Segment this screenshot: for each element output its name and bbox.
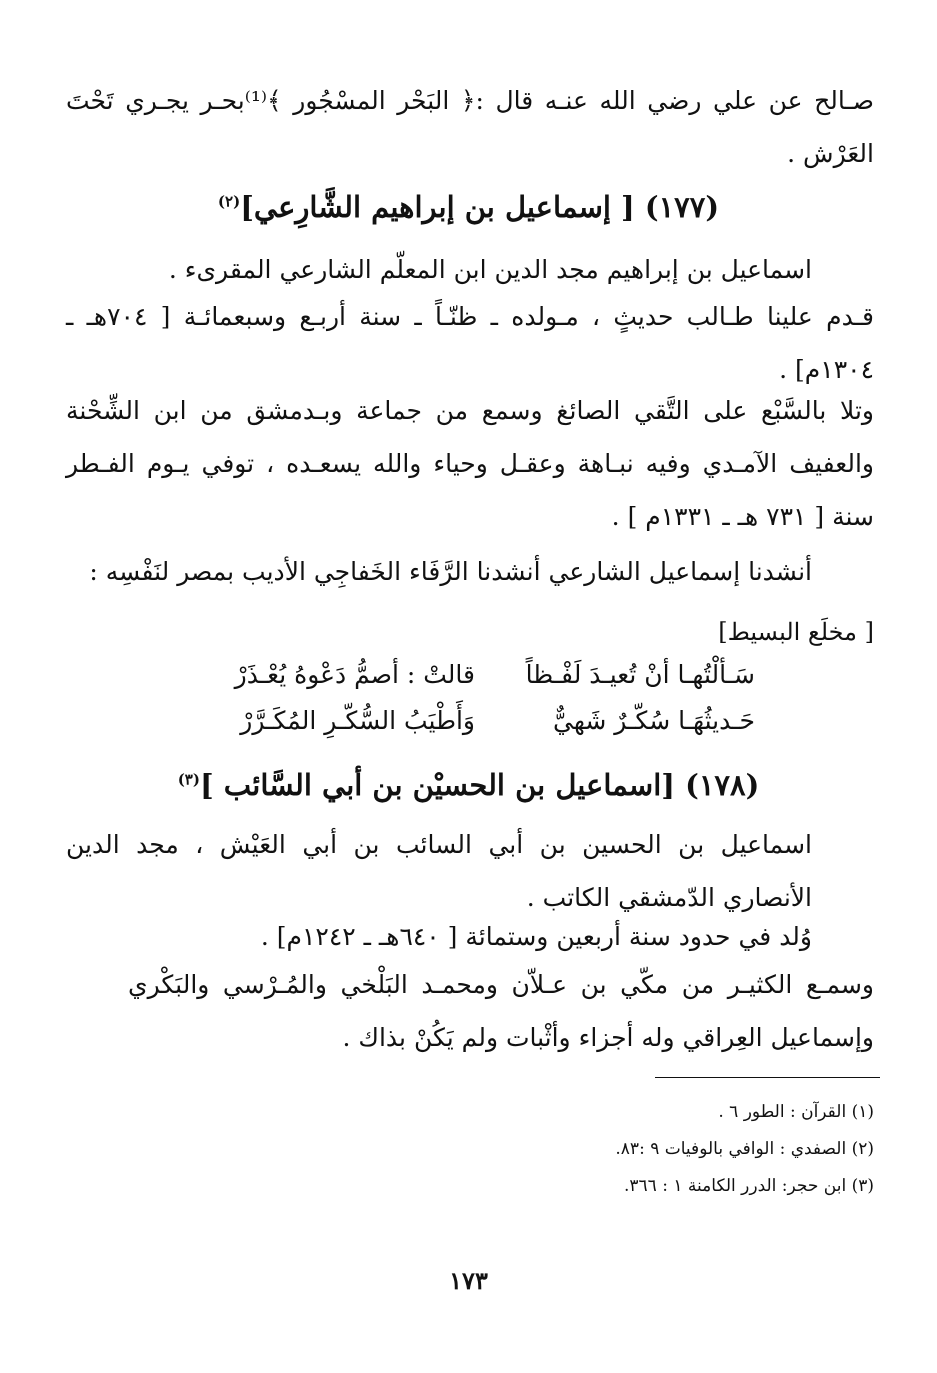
- footnote-1: (١) القرآن : الطور ٦ .: [718, 1102, 874, 1122]
- poem-line-2-second-hemistich: وَأَطْيَبُ السُّكّـرِ المُكَـرَّرْ: [240, 706, 475, 735]
- paragraph-poem-intro: أنشدنا إسماعيل الشارعي أنشدنا الرَّفَاء الخَفاجِي الأديب بمصر لنَفْسِه :: [89, 557, 812, 586]
- paragraph-entry-178-birth: وُلد في حدود سنة أربعين وستمائة [ ٦٤٠هـ ـ ١٢٤٢م] .: [260, 922, 812, 951]
- entry-heading-178: [0, 768, 937, 802]
- paragraph-entry-177-birth: قـدم علينا طـالب حديثٍ ، مـولده ـ ظنّـاً ـ سنة أربـع وسبعمائـة [ ٧٠٤هـ ـ ١٣٠٤م] .: [66, 302, 875, 384]
- poem-line-1: [0, 660, 937, 700]
- footnote-separator: [655, 1077, 880, 1078]
- paragraph-continuation: صـالح عن علي رضي الله عنـه قال :﴿ البَحْر المسْجُور ﴾⁽¹⁾بحـر يجـري تَحْتَ العَرْش .: [66, 86, 874, 168]
- poem-line-1-second-hemistich: قالتْ : أصمُّ دَعْوهُ يُعْـذَرْ: [234, 660, 475, 689]
- heading-177-title: (١٧٧) [ إسماعيل بن إبراهيم الشَّارِعي]: [240, 190, 720, 224]
- poem-line-1-first-hemistich: سَـألْتُهـا أنْ تُعيـدَ لَفْـظاً: [525, 660, 755, 689]
- poem-line-2: [0, 706, 937, 746]
- footnote-2: (٢) الصفدي : الوافي بالوفيات ٩ :٨٣.: [615, 1139, 874, 1159]
- footnote-ref-3: (٣): [177, 770, 200, 789]
- footnote-ref-2: (٢): [217, 192, 241, 211]
- paragraph-entry-178-name: اسماعيل بن الحسين بن أبي السائب بن أبي العَيْش ، مجد الدين الأنصاري الدّمشقي الكاتب .: [66, 830, 812, 912]
- paragraph-entry-177-name: اسماعيل بن إبراهيم مجد الدين ابن المعلّم الشارعي المقرىء .: [168, 255, 812, 284]
- paragraph-entry-178-study: وسمـع الكثيـر من مكّي بن عـلاّن ومحمـد البَلْخي والمُـرْسي والبَكْري وإسماعيل العِراقي وله أجزاء وأثْبات ولم يَكُنْ بذاك .: [128, 970, 874, 1052]
- page-number: ١٧٣: [449, 1266, 488, 1295]
- entry-heading-177: [0, 190, 937, 224]
- paragraph-entry-177-study: وتلا بالسَّبْع على التَّقي الصائغ وسمع من جماعة وبـدمشق من ابن الشِّحْنة والعفيف الآمـدي وفيه نبـاهة وعقـل وحياء والله يسعـده ، توفي يـوم الفـطر سنة [ ٧٣١ هـ ـ ١٣٣١م ] .: [66, 396, 874, 531]
- footnote-3: (٣) ابن حجر: الدرر الكامنة ١ : ٣٦٦.: [624, 1176, 874, 1196]
- poem-meter: [ مخلَع البسيط]: [718, 618, 874, 646]
- poem-line-2-first-hemistich: حَـديثُهَـا سُكّـرٌ شَهيٌّ: [553, 706, 755, 735]
- heading-178-title: (١٧٨) [اسماعيل بن الحسيْن بن أبي السَّائب ]: [199, 768, 760, 802]
